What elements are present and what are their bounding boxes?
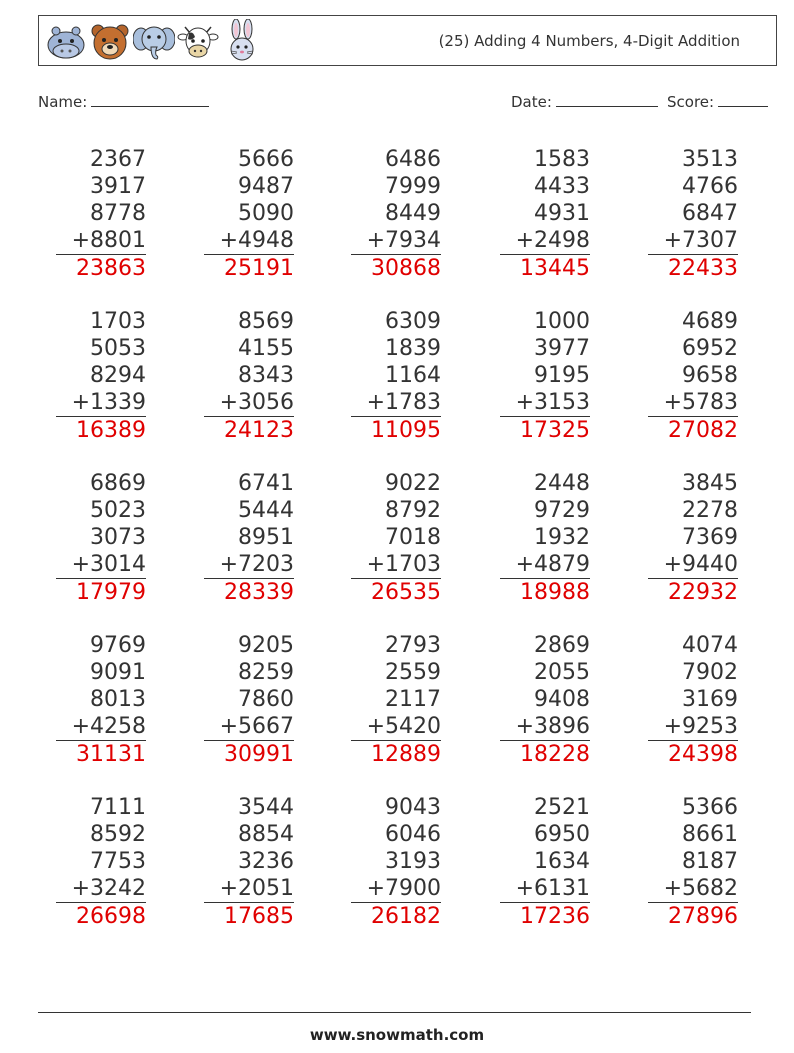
- addition-problem: [56, 794, 146, 931]
- addend: 3073: [90, 525, 146, 550]
- addend-with-plus: +4258: [56, 713, 146, 741]
- addition-problem: [500, 308, 590, 445]
- addend: 1634: [534, 849, 590, 874]
- addend-with-plus: +6131: [500, 875, 590, 903]
- addend: 4931: [534, 201, 590, 226]
- sum-answer: 27896: [668, 904, 738, 929]
- rabbit-icon: [221, 19, 263, 63]
- sum-answer: 18988: [520, 580, 590, 605]
- sum-answer: 17325: [520, 418, 590, 443]
- addend: 8449: [385, 201, 441, 226]
- addend: 5444: [238, 498, 294, 523]
- worksheet-title: (25) Adding 4 Numbers, 4-Digit Addition: [438, 32, 740, 50]
- addend-with-plus: +8801: [56, 227, 146, 255]
- addend: 3513: [682, 147, 738, 172]
- date-label: Date:: [511, 93, 552, 111]
- addend: 2559: [385, 660, 441, 685]
- addend: 8187: [682, 849, 738, 874]
- addend: 2448: [534, 471, 590, 496]
- hippo-icon: [45, 19, 87, 63]
- animal-icons: [45, 19, 263, 63]
- addend: 1703: [90, 309, 146, 334]
- addition-problem: [204, 632, 294, 769]
- addition-problem: [500, 632, 590, 769]
- addend: 6869: [90, 471, 146, 496]
- addition-problem: [648, 308, 738, 445]
- sum-answer: 17236: [520, 904, 590, 929]
- addend: 9658: [682, 363, 738, 388]
- addition-problem: [500, 794, 590, 931]
- addend: 6741: [238, 471, 294, 496]
- addend: 7018: [385, 525, 441, 550]
- addition-problem: [648, 146, 738, 283]
- addend: 9091: [90, 660, 146, 685]
- sum-answer: 17979: [76, 580, 146, 605]
- addition-problem: [648, 470, 738, 607]
- addend: 3169: [682, 687, 738, 712]
- addend: 3977: [534, 336, 590, 361]
- sum-answer: 28339: [224, 580, 294, 605]
- score-field: [667, 92, 768, 111]
- addend: 8951: [238, 525, 294, 550]
- sum-answer: 11095: [371, 418, 441, 443]
- addend-with-plus: +5682: [648, 875, 738, 903]
- sum-answer: 26535: [371, 580, 441, 605]
- addend: 5366: [682, 795, 738, 820]
- addend-with-plus: +5420: [351, 713, 441, 741]
- addend: 8013: [90, 687, 146, 712]
- sum-answer: 22932: [668, 580, 738, 605]
- addend: 9022: [385, 471, 441, 496]
- addend: 3193: [385, 849, 441, 874]
- addend: 8343: [238, 363, 294, 388]
- addend: 9195: [534, 363, 590, 388]
- bear-icon: [89, 19, 131, 63]
- addend-with-plus: +3153: [500, 389, 590, 417]
- addend: 4074: [682, 633, 738, 658]
- addend: 5090: [238, 201, 294, 226]
- addend: 8661: [682, 822, 738, 847]
- addend: 2521: [534, 795, 590, 820]
- addend: 8854: [238, 822, 294, 847]
- score-blank[interactable]: [718, 92, 768, 107]
- addend: 9769: [90, 633, 146, 658]
- sum-answer: 23863: [76, 256, 146, 281]
- addend: 6952: [682, 336, 738, 361]
- addend: 1839: [385, 336, 441, 361]
- addend: 7860: [238, 687, 294, 712]
- addition-problem: [500, 146, 590, 283]
- addition-problem: [204, 470, 294, 607]
- addition-problem: [204, 308, 294, 445]
- sum-answer: 13445: [520, 256, 590, 281]
- addend: 2055: [534, 660, 590, 685]
- addend: 7999: [385, 174, 441, 199]
- addition-problem: [204, 146, 294, 283]
- addend: 7902: [682, 660, 738, 685]
- sum-answer: 12889: [371, 742, 441, 767]
- addend-with-plus: +1783: [351, 389, 441, 417]
- addend: 5023: [90, 498, 146, 523]
- addend: 9043: [385, 795, 441, 820]
- sum-answer: 26698: [76, 904, 146, 929]
- addend-with-plus: +2051: [204, 875, 294, 903]
- date-blank[interactable]: [556, 92, 658, 107]
- addend: 2117: [385, 687, 441, 712]
- elephant-icon: [133, 19, 175, 63]
- addend-with-plus: +9253: [648, 713, 738, 741]
- sum-answer: 16389: [76, 418, 146, 443]
- sum-answer: 27082: [668, 418, 738, 443]
- addition-problem: [56, 470, 146, 607]
- addition-problem: [500, 470, 590, 607]
- addend-with-plus: +7900: [351, 875, 441, 903]
- addend: 2793: [385, 633, 441, 658]
- sum-answer: 22433: [668, 256, 738, 281]
- sum-answer: 25191: [224, 256, 294, 281]
- addend: 8778: [90, 201, 146, 226]
- addend: 9729: [534, 498, 590, 523]
- addend-with-plus: +5783: [648, 389, 738, 417]
- addend: 8792: [385, 498, 441, 523]
- addend-with-plus: +4948: [204, 227, 294, 255]
- addition-problem: [648, 794, 738, 931]
- addend: 7369: [682, 525, 738, 550]
- addend: 9408: [534, 687, 590, 712]
- addend-with-plus: +3014: [56, 551, 146, 579]
- addend-with-plus: +7307: [648, 227, 738, 255]
- addition-problem: [56, 308, 146, 445]
- addend: 6847: [682, 201, 738, 226]
- sum-answer: 24398: [668, 742, 738, 767]
- sum-answer: 30991: [224, 742, 294, 767]
- addend: 4155: [238, 336, 294, 361]
- footer-site: www.snowmath.com: [309, 1026, 485, 1044]
- addend: 3917: [90, 174, 146, 199]
- addend: 5053: [90, 336, 146, 361]
- name-label: Name:: [38, 93, 88, 111]
- name-blank[interactable]: [91, 92, 209, 107]
- header-box: [38, 15, 777, 66]
- sum-answer: 24123: [224, 418, 294, 443]
- sum-answer: 17685: [224, 904, 294, 929]
- addend-with-plus: +3896: [500, 713, 590, 741]
- addition-problem: [351, 146, 441, 283]
- addition-problem: [204, 794, 294, 931]
- addend: 4766: [682, 174, 738, 199]
- addition-problem: [648, 632, 738, 769]
- addend: 7753: [90, 849, 146, 874]
- addend: 3845: [682, 471, 738, 496]
- addend: 4433: [534, 174, 590, 199]
- addend: 6950: [534, 822, 590, 847]
- sum-answer: 31131: [76, 742, 146, 767]
- addend: 5666: [238, 147, 294, 172]
- addend: 8259: [238, 660, 294, 685]
- addend-with-plus: +3242: [56, 875, 146, 903]
- addition-problem: [351, 632, 441, 769]
- addend-with-plus: +9440: [648, 551, 738, 579]
- addend-with-plus: +1339: [56, 389, 146, 417]
- addition-problem: [56, 146, 146, 283]
- sum-answer: 18228: [520, 742, 590, 767]
- addend: 6309: [385, 309, 441, 334]
- addend: 8592: [90, 822, 146, 847]
- addend: 6046: [385, 822, 441, 847]
- score-label: Score:: [667, 93, 715, 111]
- addition-problem: [351, 470, 441, 607]
- addend-with-plus: +2498: [500, 227, 590, 255]
- addition-problem: [351, 308, 441, 445]
- addend-with-plus: +7934: [351, 227, 441, 255]
- addend: 1164: [385, 363, 441, 388]
- addend-with-plus: +5667: [204, 713, 294, 741]
- footer-divider: [38, 1012, 751, 1013]
- addend: 4689: [682, 309, 738, 334]
- addend: 2869: [534, 633, 590, 658]
- addition-problem: [351, 794, 441, 931]
- date-field: [511, 92, 658, 111]
- addend-with-plus: +7203: [204, 551, 294, 579]
- sum-answer: 26182: [371, 904, 441, 929]
- name-field: [38, 92, 209, 111]
- addend: 1932: [534, 525, 590, 550]
- addend: 2367: [90, 147, 146, 172]
- addend: 9205: [238, 633, 294, 658]
- addend: 2278: [682, 498, 738, 523]
- addend: 7111: [90, 795, 146, 820]
- cow-icon: [177, 19, 219, 63]
- addend: 6486: [385, 147, 441, 172]
- addend: 1583: [534, 147, 590, 172]
- addend: 1000: [534, 309, 590, 334]
- addend: 8569: [238, 309, 294, 334]
- addition-problem: [56, 632, 146, 769]
- addend: 3544: [238, 795, 294, 820]
- addend-with-plus: +4879: [500, 551, 590, 579]
- addend: 9487: [238, 174, 294, 199]
- addend-with-plus: +1703: [351, 551, 441, 579]
- addend: 8294: [90, 363, 146, 388]
- sum-answer: 30868: [371, 256, 441, 281]
- addend: 3236: [238, 849, 294, 874]
- addend-with-plus: +3056: [204, 389, 294, 417]
